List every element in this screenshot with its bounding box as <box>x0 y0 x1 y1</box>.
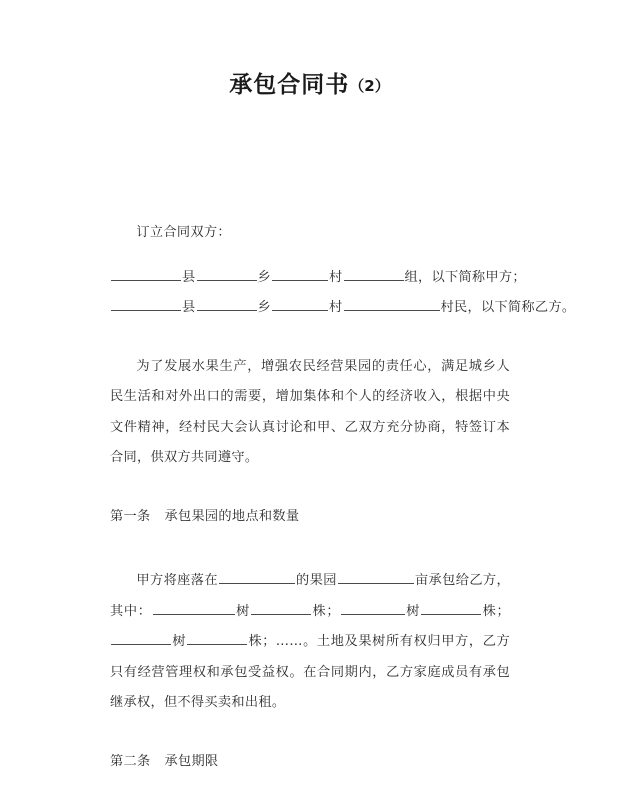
page-title <box>0 68 619 104</box>
parties-lead-label: 订立合同双方： <box>136 225 231 240</box>
party-b-township-blank[interactable] <box>197 297 257 311</box>
spacer <box>110 324 510 352</box>
preamble-paragraph: 为了发展水果生产，增强农民经营果园的责任心，满足城乡人民生活和对外出口的需要，增加集体和个人的经济收入，根据中央文件精神，经村民大会认真讨论和甲、乙双方充分协商，特签订本合同，供双方共同遵守。 <box>110 358 510 465</box>
article-1-body-seg-5: 株； <box>312 603 340 619</box>
party-b-village-blank[interactable] <box>272 297 328 311</box>
party-b-township-label: 乡 <box>257 300 271 315</box>
tree-count-3-blank[interactable] <box>187 631 247 645</box>
article-1-body-seg-2: 的果园 <box>295 573 337 588</box>
article-1-body-seg-6: 树 <box>405 603 421 619</box>
tree-count-1-blank[interactable] <box>251 600 311 614</box>
spacer <box>110 719 510 747</box>
party-a-county-label: 县 <box>182 269 196 285</box>
article-1-body-seg-3: 亩承包给乙方，其中： <box>110 573 510 619</box>
orchard-area-blank[interactable] <box>338 570 414 584</box>
party-a-township-label: 乡 <box>257 269 271 285</box>
party-a-line <box>110 263 526 294</box>
page-title-suffix: （2） <box>349 77 390 95</box>
party-a-group-blank[interactable] <box>344 266 404 280</box>
tree-type-3-blank[interactable] <box>111 631 171 645</box>
party-b-villager-label: 村民，以下简称乙方。 <box>440 300 576 315</box>
article-2-title: 承包期限 <box>164 753 219 769</box>
article-1-body-seg-8: 树 <box>172 634 187 649</box>
party-b-village-label: 村 <box>329 300 343 315</box>
tree-type-2-blank[interactable] <box>341 600 405 614</box>
orchard-location-blank[interactable] <box>219 570 295 584</box>
article-1-title: 承包果园的地点和数量 <box>164 508 300 524</box>
article-2-number: 第二条 <box>110 753 151 769</box>
party-b-county-label: 县 <box>182 300 196 315</box>
article-1-body-seg-4: 树 <box>235 603 251 619</box>
spacer <box>110 474 510 502</box>
article-1-body-seg-1: 甲方将座落在 <box>136 573 218 588</box>
article-1-body-seg-7: 株； <box>482 603 510 619</box>
tree-type-1-blank[interactable] <box>153 600 235 614</box>
party-b-county-blank[interactable] <box>111 297 181 311</box>
spacer <box>110 532 510 566</box>
article-2-heading <box>110 747 510 778</box>
party-a-county-blank[interactable] <box>111 266 181 280</box>
article-1-body-seg-9: 株；……。土地及果树所有权归甲方，乙方只有经营管理权和承包受益权。在合同期内，乙方家庭成员有承包继承权，但不得买卖和出租。 <box>110 634 510 710</box>
party-a-group-label: 组，以下简称甲方； <box>404 269 526 285</box>
party-b-villager-blank[interactable] <box>344 297 440 311</box>
party-a-township-blank[interactable] <box>197 266 257 280</box>
page-title-main: 承包合同书 <box>229 72 350 98</box>
tree-count-2-blank[interactable] <box>421 600 481 614</box>
article-1-number: 第一条 <box>110 508 151 524</box>
article-1-heading <box>110 502 510 533</box>
party-b-line <box>110 293 576 324</box>
article-1-body <box>110 566 510 719</box>
spacer <box>110 249 510 263</box>
party-a-village-blank[interactable] <box>272 266 328 280</box>
party-a-village-label: 村 <box>329 269 343 285</box>
document-body <box>110 218 576 777</box>
